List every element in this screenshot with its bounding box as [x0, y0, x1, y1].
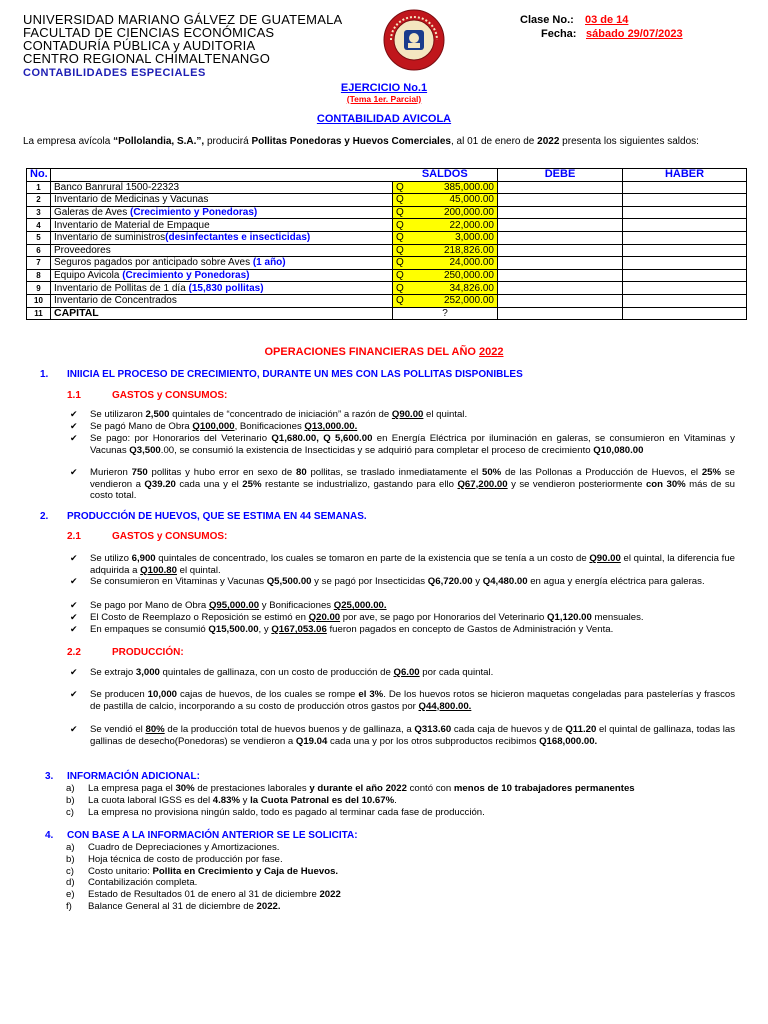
section-2-title: PRODUCCIÓN DE HUEVOS, QUE SE ESTIMA EN 44 SEMANAS. [67, 511, 367, 522]
list-item: ✔ Murieron 750 pollitas y hubo error en sexo de 80 pollitas, se traslado inmediatamente el 50% de las Pollonas a Producción de Huevos, el 25% se vendieron a Q39.20 cada una y el 25% restante se industrializo, gastando para ello Q67,200.00 y se vendieron posteriormente con 30% más de su costo total. [70, 467, 735, 502]
section-2-1-title: GASTOS y CONSUMOS: [112, 531, 228, 542]
list-item: d) Contabilización completa. [66, 877, 198, 889]
account-balance: 218,826.00 [407, 244, 498, 257]
list-letter: a) [66, 842, 75, 853]
credit-cell [623, 219, 747, 232]
row-number: 2 [27, 194, 51, 207]
currency-symbol: Q [393, 181, 407, 194]
credit-cell [623, 194, 747, 207]
account-name: Seguros pagados por anticipado sobre Aves (1 año) [51, 257, 393, 270]
header-saldos: SALDOS [393, 169, 498, 182]
checkmark-icon: ✔ [70, 467, 78, 477]
header-debe: DEBE [498, 169, 623, 182]
intro-paragraph: La empresa avícola “Pollolandia, S.A.”, producirá Pollitas Ponedoras y Huevos Comerciales, al 01 de enero de 2022 presenta los siguientes saldos: [23, 136, 699, 147]
university-seal-logo [383, 9, 445, 71]
regional-center: CENTRO REGIONAL CHIMALTENANGO [23, 51, 271, 66]
account-name: Inventario de Concentrados [51, 294, 393, 307]
debit-cell [498, 307, 623, 320]
credit-cell [623, 231, 747, 244]
debit-cell [498, 294, 623, 307]
table-row [27, 206, 747, 219]
account-name: Inventario de Pollitas de 1 día (15,830 pollitas) [51, 282, 393, 295]
row-number: 5 [27, 231, 51, 244]
exercise-topic: CONTABILIDAD AVICOLA [316, 113, 452, 125]
currency-symbol: Q [393, 206, 407, 219]
list-item: c) La empresa no provisiona ningún saldo, todo es pagado al terminar cada fase de producción. [66, 807, 485, 818]
row-number: 11 [27, 307, 51, 320]
currency-symbol: Q [393, 269, 407, 282]
debit-cell [498, 244, 623, 257]
section-4-title: CON BASE A LA INFORMACIÓN ANTERIOR SE LE SOLICITA: [67, 830, 358, 841]
list-item: ✔ Se consumieron en Vitaminas y Vacunas Q5,500.00 y se pagó por Insecticidas Q6,720.00 y Q4,480.00 en agua y energía eléctrica para galeras. [70, 576, 705, 587]
section-4-number: 4. [45, 830, 54, 841]
operations-title: OPERACIONES FINANCIERAS DEL AÑO 2022 [264, 346, 504, 358]
header-haber: HABER [623, 169, 747, 182]
credit-cell [623, 181, 747, 194]
debit-cell [498, 194, 623, 207]
debit-cell [498, 269, 623, 282]
account-name: Banco Banrural 1500-22323 [51, 181, 393, 194]
table-header-row [27, 169, 747, 182]
account-name: Inventario de suministros(desinfectantes e insecticidas) [51, 231, 393, 244]
class-number-label: Clase No.: [520, 14, 574, 26]
credit-cell [623, 206, 747, 219]
currency-symbol: Q [393, 294, 407, 307]
account-name: CAPITAL [51, 307, 393, 320]
table-row [27, 231, 747, 244]
account-name: Inventario de Material de Empaque [51, 219, 393, 232]
debit-cell [498, 231, 623, 244]
row-number: 10 [27, 294, 51, 307]
section-3-title: INFORMACIÓN ADICIONAL: [67, 771, 200, 782]
credit-cell [623, 257, 747, 270]
list-letter: f) [66, 901, 72, 912]
list-item: ✔ Se producen 10,000 cajas de huevos, de los cuales se rompe el 3%. De los huevos rotos se hicieron maquetas congeladas para pastelerías y frascos de pastilla de calcio, incorporando a su costo de producción otros gastos por Q44,800.00. [70, 689, 736, 712]
faculty-name: FACULTAD DE CIENCIAS ECONÓMICAS [23, 25, 275, 40]
checkmark-icon: ✔ [70, 624, 78, 634]
debit-cell [498, 181, 623, 194]
list-letter: c) [66, 865, 74, 877]
account-name: Galeras de Aves (Crecimiento y Ponedoras) [51, 206, 393, 219]
account-balance: 34,826.00 [407, 282, 498, 295]
checkmark-icon: ✔ [70, 553, 78, 563]
date-value: sábado 29/07/2023 [586, 28, 683, 40]
section-2-1-number: 2.1 [67, 531, 81, 542]
checkmark-icon: ✔ [70, 724, 78, 734]
list-letter: a) [66, 783, 75, 794]
course-name: CONTABILIDADES ESPECIALES [23, 67, 206, 79]
account-balance: 45,000.00 [407, 194, 498, 207]
account-balance: 22,000.00 [407, 219, 498, 232]
career-name: CONTADURÍA PÚBLICA y AUDITORIA [23, 38, 256, 53]
section-1-title: INIICIA EL PROCESO DE CRECIMIENTO, DURANTE UN MES CON LAS POLLITAS DISPONIBLES [67, 369, 523, 380]
credit-cell [623, 294, 747, 307]
checkmark-icon: ✔ [70, 612, 78, 622]
table-row [27, 181, 747, 194]
debit-cell [498, 219, 623, 232]
list-item: f) Balance General al 31 de diciembre de 2022. [66, 901, 281, 912]
table-row [27, 219, 747, 232]
balances-table [26, 168, 747, 320]
section-1-1-title: GASTOS y CONSUMOS: [112, 390, 228, 401]
account-name: Proveedores [51, 244, 393, 257]
section-3-number: 3. [45, 771, 54, 782]
row-number: 1 [27, 181, 51, 194]
list-item: b) Hoja técnica de costo de producción por fase. [66, 853, 283, 865]
list-item: ✔ Se pago: por Honorarios del Veterinario Q1,680.00, Q 5,600.00 en Energía Eléctrica por iluminación en galeras, se consumieron en Vitaminas y Vacunas Q3,500.00, se consumió la existencia de Insecticidas y se adquirió para completar el proceso de crecimiento Q10,080.00 [70, 433, 735, 456]
row-number: 6 [27, 244, 51, 257]
checkmark-icon: ✔ [70, 409, 78, 419]
list-item: ✔ Se pago por Mano de Obra Q95,000.00 y Bonificaciones Q25,000.00. [70, 600, 387, 611]
table-row [27, 269, 747, 282]
row-number: 8 [27, 269, 51, 282]
list-letter: d) [66, 877, 75, 889]
list-item: ✔ El Costo de Reemplazo o Reposición se estimó en Q20.00 por ave, se pago por Honorarios del Veterinario Q1,120.00 mensuales. [70, 612, 644, 623]
table-row [27, 194, 747, 207]
list-item: ✔ Se utilizaron 2,500 quintales de “concentrado de iniciación” a razón de Q90.00 el quintal. [70, 409, 468, 420]
table-row [27, 307, 747, 320]
row-number: 9 [27, 282, 51, 295]
list-letter: b) [66, 795, 75, 806]
checkmark-icon: ✔ [70, 433, 78, 443]
currency-symbol: Q [393, 194, 407, 207]
account-balance: 3,000.00 [407, 231, 498, 244]
list-letter: e) [66, 889, 75, 901]
exercise-title: EJERCICIO No.1 [340, 82, 428, 94]
account-balance: 24,000.00 [407, 257, 498, 270]
account-balance: 250,000.00 [407, 269, 498, 282]
table-row [27, 244, 747, 257]
class-number-value: 03 de 14 [585, 14, 629, 26]
list-item: c) Costo unitario: Pollita en Crecimiento y Caja de Huevos. [66, 865, 339, 877]
checkmark-icon: ✔ [70, 576, 78, 586]
credit-cell [623, 244, 747, 257]
list-letter: c) [66, 807, 74, 818]
header-no: No. [27, 169, 51, 182]
credit-cell [623, 307, 747, 320]
currency-symbol: Q [393, 231, 407, 244]
list-item: a) Cuadro de Depreciaciones y Amortizaciones. [66, 842, 280, 853]
list-item: ✔ Se vendió el 80% de la producción total de huevos buenos y de gallinaza, a Q313.60 cada caja de huevos y de Q11.20 el quintal de gallinaza, todas las gallinas de desecho(Ponedoras) se vendieron a Q19.04 cada una y por los otros subproductos recibimos Q168,000.00. [70, 724, 735, 747]
currency-symbol: Q [393, 282, 407, 295]
account-balance: 200,000.00 [407, 206, 498, 219]
table-row [27, 282, 747, 295]
list-item: ✔ Se pagó Mano de Obra Q100,000, Bonificaciones Q13,000.00. [70, 421, 358, 432]
currency-symbol: Q [393, 219, 407, 232]
list-item: ✔ Se utilizo 6,900 quintales de concentrado, los cuales se tomaron en parte de la existencia que se tenía a un costo de Q90.00 el quintal, la diferencia fue adquirida a Q100.80 el quintal. [70, 553, 735, 576]
debit-cell [498, 257, 623, 270]
section-1-1-number: 1.1 [67, 390, 81, 401]
account-name: Inventario de Medicinas y Vacunas [51, 194, 393, 207]
checkmark-icon: ✔ [70, 600, 78, 610]
account-name: Equipo Avicola (Crecimiento y Ponedoras) [51, 269, 393, 282]
list-item: a) La empresa paga el 30% de prestaciones laborales y durante el año 2022 contó con menos de 10 trabajadores permanentes [66, 783, 635, 794]
row-number: 7 [27, 257, 51, 270]
credit-cell [623, 282, 747, 295]
section-1-number: 1. [40, 369, 49, 380]
list-letter: b) [66, 853, 75, 865]
section-2-number: 2. [40, 511, 49, 522]
list-item: e) Estado de Resultados 01 de enero al 31 de diciembre 2022 [66, 889, 341, 901]
checkmark-icon: ✔ [70, 689, 78, 699]
checkmark-icon: ✔ [70, 667, 78, 677]
section-2-2-title: PRODUCCIÓN: [112, 647, 184, 658]
exercise-subtitle: (Tema 1er. Parcial) [346, 94, 422, 104]
table-row [27, 257, 747, 270]
checkmark-icon: ✔ [70, 421, 78, 431]
list-item: b) La cuota laboral IGSS es del 4.83% y la Cuota Patronal es del 10.67%. [66, 795, 397, 806]
university-name: UNIVERSIDAD MARIANO GÁLVEZ DE GUATEMALA [23, 12, 343, 27]
debit-cell [498, 282, 623, 295]
table-row [27, 294, 747, 307]
section-2-2-number: 2.2 [67, 647, 81, 658]
account-balance: 252,000.00 [407, 294, 498, 307]
row-number: 4 [27, 219, 51, 232]
currency-symbol: Q [393, 257, 407, 270]
debit-cell [498, 206, 623, 219]
account-balance: 385,000.00 [407, 181, 498, 194]
list-item: ✔ En empaques se consumió Q15,500.00, y Q167,053.06 fueron pagados en concepto de Gastos de Administración y Venta. [70, 624, 614, 635]
list-item: ✔ Se extrajo 3,000 quintales de gallinaza, con un costo de producción de Q6.00 por cada quintal. [70, 667, 494, 678]
credit-cell [623, 269, 747, 282]
row-number: 3 [27, 206, 51, 219]
account-balance: ? [393, 307, 498, 320]
currency-symbol: Q [393, 244, 407, 257]
date-label: Fecha: [541, 28, 577, 40]
